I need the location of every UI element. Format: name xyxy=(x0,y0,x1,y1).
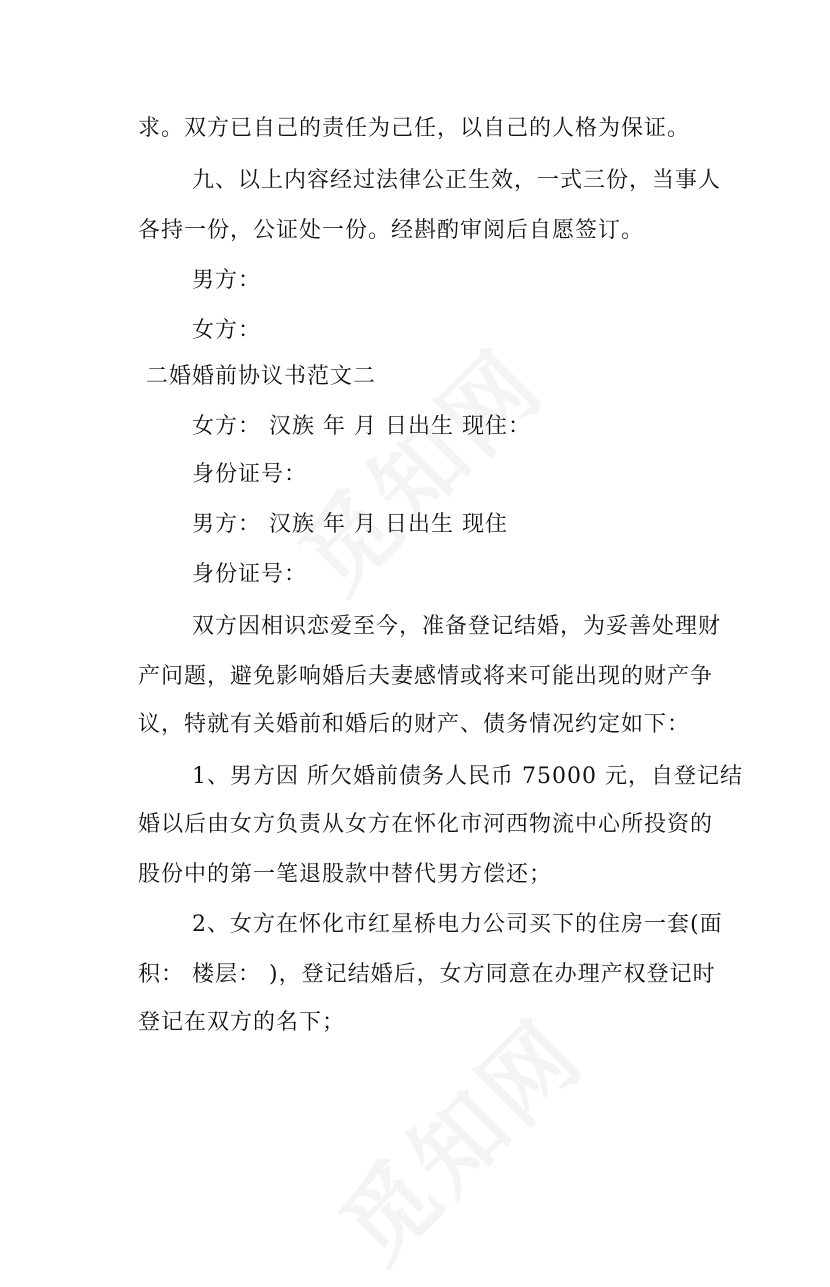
text-line: 1、男方因 所欠婚前债务人民币 75000 元，自登记结 xyxy=(192,764,743,789)
text-line: 双方因相识恋爱至今，准备登记结婚，为妥善处理财 xyxy=(192,614,722,639)
text-line: 女方： 汉族 年 月 日出生 现住： xyxy=(192,414,531,439)
section-heading: 二婚婚前协议书范文二 xyxy=(146,364,377,389)
watermark xyxy=(306,985,607,1286)
text-line: 男方： 汉族 年 月 日出生 现住 xyxy=(192,512,508,537)
text-line: 登记在双方的名下； xyxy=(138,1010,346,1035)
text-line: 婚以后由女方负责从女方在怀化市河西物流中心所投资的 xyxy=(138,812,714,837)
text-line: 积： 楼层： )，登记结婚后，女方同意在办理产权登记时 xyxy=(138,962,716,987)
text-line: 身份证号： xyxy=(192,462,308,487)
text-line: 股份中的第一笔退股款中替代男方偿还； xyxy=(138,862,553,887)
text-line: 求。双方已自己的责任为己任，以自己的人格为保证。 xyxy=(138,116,691,141)
text-line: 2、女方在怀化市红星桥电力公司买下的住房一套(面 xyxy=(192,912,723,937)
text-line: 产问题，避免影响婚后夫妻感情或将来可能出现的财产争 xyxy=(138,664,714,689)
text-line: 议，特就有关婚前和婚后的财产、债务情况约定如下： xyxy=(138,712,691,737)
watermark xyxy=(266,315,567,616)
signature-label-female: 女方： xyxy=(192,318,262,343)
text-line: 身份证号： xyxy=(192,562,308,587)
text-line: 各持一份，公证处一份。经斟酌审阅后自愿签订。 xyxy=(138,218,645,243)
text-line: 九、以上内容经过法律公正生效，一式三份，当事人 xyxy=(192,168,722,193)
signature-label-male: 男方： xyxy=(192,268,262,293)
